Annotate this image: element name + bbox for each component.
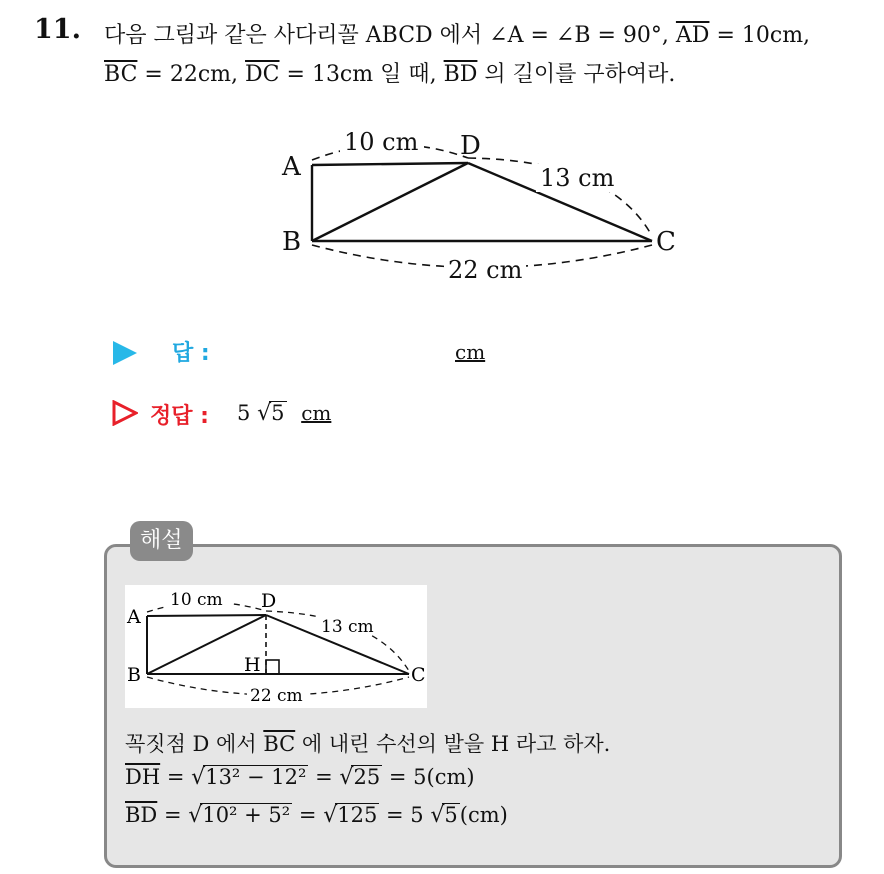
answer-label: 답 : xyxy=(172,341,210,366)
bd-radicand: 10² + 5² xyxy=(202,803,291,827)
solution-segment-bc: $\overline{BC}$ xyxy=(263,732,296,756)
dh-eq2: = xyxy=(315,765,333,789)
bd-result-coef: = 5 xyxy=(386,803,424,827)
dh-eq: = xyxy=(166,765,185,789)
sqrt-sign-icon: √ xyxy=(339,765,354,790)
label-bc-length: 22 cm xyxy=(448,256,523,284)
segment-ad-value: = 10cm, xyxy=(716,23,811,48)
solution-segment-bd: $\overline{BD}$ xyxy=(125,803,158,827)
bd-result-radicand: 5 xyxy=(444,803,458,827)
dh-radicand: 13² − 12² xyxy=(205,765,307,789)
bd-radicand-2: 125 xyxy=(337,803,378,827)
vertex-b-label: B xyxy=(282,227,302,257)
trapezoid-figure xyxy=(270,120,690,290)
sol-vertex-c-label: C xyxy=(411,664,426,686)
sol-vertex-b-label: B xyxy=(127,664,141,686)
correct-radicand: 5 xyxy=(271,401,285,425)
sol-vertex-a-label: A xyxy=(127,606,141,628)
solution-text-1a: 꼭짓점 D 에서 xyxy=(125,732,257,756)
correct-coef: 5 xyxy=(237,401,251,425)
solution-tab: 해설 xyxy=(130,521,193,561)
sol-label-dc-length: 13 cm xyxy=(321,617,374,637)
segment-dc-value: = 13cm 일 때, xyxy=(286,62,437,87)
solution-text-1 xyxy=(125,728,610,758)
sol-label-bc-length: 22 cm xyxy=(250,686,303,706)
sqrt-sign-icon: √ xyxy=(430,803,445,828)
solution-figure xyxy=(125,585,427,708)
sqrt-sign-icon: √ xyxy=(191,765,206,790)
segment-ad: $\overline{AD}$ xyxy=(675,23,710,48)
diagonal-bd xyxy=(312,163,468,241)
correct-unit: cm xyxy=(301,401,332,425)
question-number: 11. xyxy=(34,14,81,45)
sqrt-sign-icon: √ xyxy=(188,803,203,828)
segment-dc: $\overline{DC}$ xyxy=(245,62,280,87)
label-ad-length: 10 cm xyxy=(344,128,419,156)
vertex-a-label: A xyxy=(282,152,301,182)
correct-arrow-icon xyxy=(112,400,138,426)
label-dc-length: 13 cm xyxy=(540,164,615,192)
correct-label: 정답 : xyxy=(150,404,209,429)
vertex-c-label: C xyxy=(656,227,676,257)
segment-bc: $\overline{BC}$ xyxy=(104,62,138,87)
question-line-1 xyxy=(104,18,810,49)
bd-result-unit: (cm) xyxy=(459,803,508,827)
edge-ad xyxy=(312,163,468,165)
sol-vertex-d-label: D xyxy=(261,590,277,612)
bd-eq2: = xyxy=(298,803,317,827)
solution-text-1b: 에 내린 수선의 발을 H 라고 하자. xyxy=(301,732,611,756)
segment-bc-value: = 22cm, xyxy=(144,62,239,87)
sqrt-sign-icon: √ xyxy=(323,803,338,828)
answer-arrow-icon xyxy=(113,341,137,365)
correct-value xyxy=(237,401,331,426)
segment-bd: $\overline{BD}$ xyxy=(443,62,478,87)
question-line-2 xyxy=(104,57,675,88)
sqrt-sign-icon: √ xyxy=(257,401,272,426)
sol-vertex-h-label: H xyxy=(244,654,261,676)
dh-result: = 5(cm) xyxy=(388,765,475,789)
question-text-1: 다음 그림과 같은 사다리꼴 ABCD 에서 ∠A = ∠B = 90°, xyxy=(104,23,669,48)
answer-unit: cm xyxy=(455,340,486,364)
solution-segment-dh: $\overline{DH}$ xyxy=(125,765,161,789)
bd-eq: = xyxy=(163,803,182,827)
vertex-d-label: D xyxy=(460,131,481,161)
solution-dh-equation xyxy=(125,765,475,790)
dh-radicand-2: 25 xyxy=(353,765,381,789)
sol-label-ad-length: 10 cm xyxy=(170,590,223,610)
solution-bd-equation xyxy=(125,803,508,828)
segment-bd-value: 의 길이를 구하여라. xyxy=(484,62,676,87)
